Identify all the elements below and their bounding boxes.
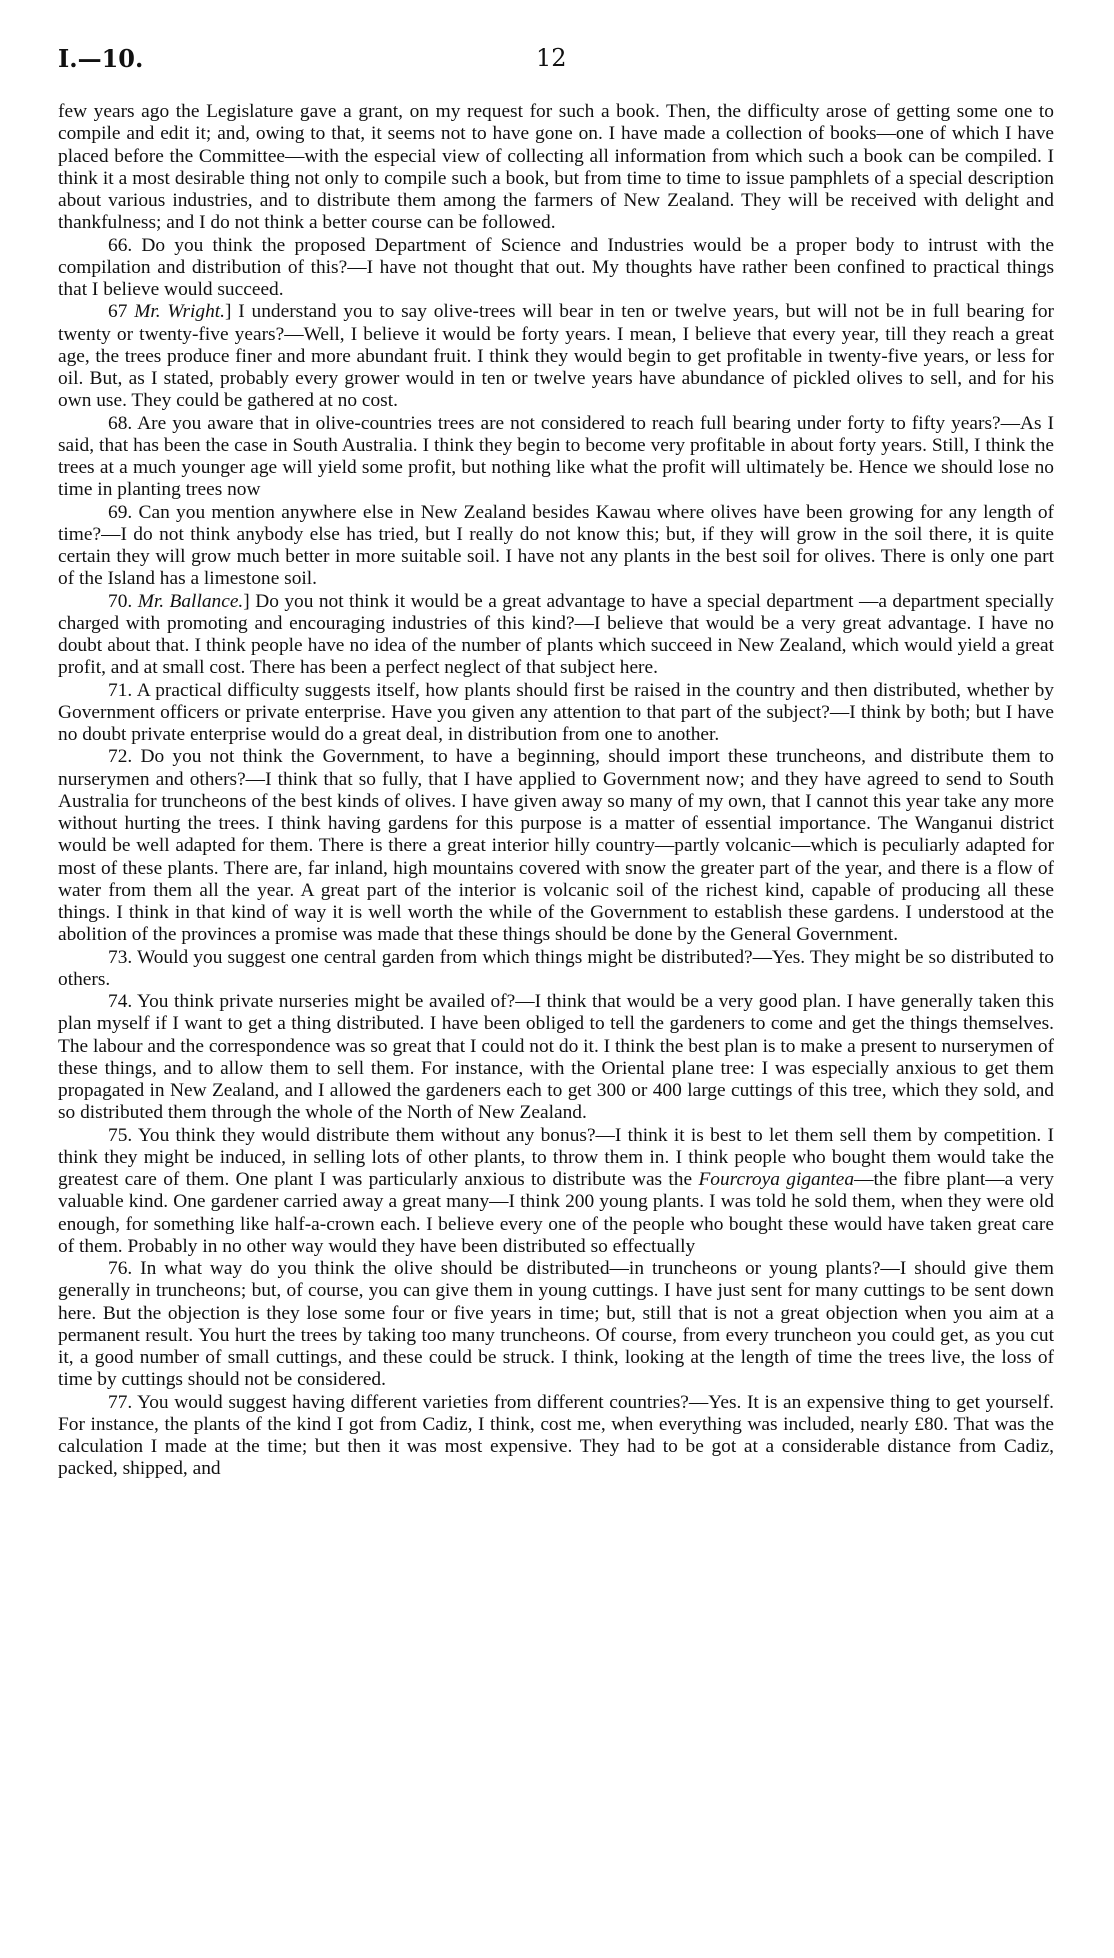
paragraph-text: 69. Can you mention anywhere else in New Zealand besides Kawau where olives have been growing for any length of time?—I do not think anybody else has tried, but I really do not know this; but, if they will grow in the soil there, it is quite certain they will grow much better in more suitable soil. I have not any plants in the best soil for olives. There is only one part of the Island has a limestone soil. <box>58 501 1054 590</box>
paragraph-text: 71. A practical difficulty suggests itself, how plants should first be raised in the country and then distributed, whether by Government officers or private enterprise. Have you given any attention to that part of the subject?—I think by both; but I have no doubt private enterprise would do a great deal, in distribution from one to another. <box>58 679 1054 745</box>
paragraph-text: 68. Are you aware that in olive-countries trees are not considered to reach full bearing under forty to fifty years?—As I said, that has been the case in South Australia. I think they begin to become very profitable in about forty years. Still, I think the trees at a much younger age will yield some profit, but nothing like what the profit will ultimately be. Hence we should lose no time in planting trees now <box>58 412 1054 501</box>
speaker-name: Mr. Ballance. <box>137 590 244 612</box>
document-id: I.—10. <box>58 44 144 73</box>
question-number: 70. <box>108 590 138 612</box>
paragraph-q68 <box>58 413 1054 502</box>
paragraph-q67 <box>58 301 1054 412</box>
paragraph-text: ] Do you not think it would be a great advantage to have a special department —a department specially charged with promoting and encouraging industries of this kind?—I believe that would be a very great advantage. I have no doubt about that. I think people have no idea of the number of plants which succeed in New Zealand, which would yield a great profit, and at small cost. There has been a perfect neglect of that subject here. <box>58 590 1055 679</box>
paragraph-text: few years ago the Legislature gave a grant, on my request for such a book. Then, the difficulty arose of getting some one to compile and edit it; and, owing to that, it seems not to have gone on. I have made a collection of books—one of which I have placed before the Committee—with the especial view of collecting all information from which such a book can be compiled. I think it a most desirable thing not only to compile such a book, but from time to time to issue pamphlets of a special description about various industries, and to distribute them among the farmers of New Zealand. They will be received with delight and thankfulness; and I do not think a better course can be followed. <box>58 101 1054 234</box>
body-text <box>58 101 1054 1481</box>
paragraph-q75 <box>58 1125 1054 1259</box>
paragraph-text: 74. You think private nurseries might be availed of?—I think that would be a very good plan. I have generally taken this plan myself if I want to get a thing distributed. I have been obliged to tell the gardeners to come and get the things themselves. The labour and the correspondence was so great that I could not do it. I think the best plan is to make a present to nurserymen of these things, and to allow them to sell them. For instance, with the Oriental plane tree: I was especially anxious to get them propagated in New Zealand, and I allowed the gardeners each to get 300 or 400 large cuttings of this tree, which they sold, and so distributed them through the whole of the North of New Zealand. <box>58 991 1054 1124</box>
paragraph-text: —the fibre plant—a very valuable kind. One gardener carried away a great many—I think 200 young plants. I was told he sold them, when they were old enough, for something like half-a-crown each. I believe every one of the people who bought these would have taken great care of them. Probably in no other way would they have been distributed so effectually <box>58 1169 1055 1257</box>
paragraph-text: ] I understand you to say olive-trees will bear in ten or twelve years, but will not be in full bearing for twenty or twenty-five years?—Well, I believe it would be forty years. I mean, I believe that every year, till they reach a great age, the trees produce finer and more abundant fruit. I think they would begin to get profitable in twenty-five years, or less for oil. But, as I stated, probably every grower would in ten or twelve years have abundance of pickled olives to sell, and for his own use. They could be gathered at no cost. <box>58 301 1054 412</box>
paragraph-text: 73. Would you suggest one central garden from which things might be distributed?—Yes. They might be so distributed to others. <box>58 946 1054 990</box>
paragraph-q76 <box>58 1258 1054 1392</box>
species-name: Fourcroya gigantea <box>698 1169 855 1190</box>
page-header <box>58 44 1058 84</box>
paragraph-q70 <box>58 591 1054 680</box>
paragraph-text: 66. Do you think the proposed Department of Science and Industries would be a proper body to intrust with the compilation and distribution of this?—I have not thought that out. My thoughts have rather been confined to practical things that I believe would succeed. <box>58 234 1054 300</box>
paragraph-q69 <box>58 502 1054 591</box>
page-number: 12 <box>536 44 567 72</box>
paragraph-text: 77. You would suggest having different varieties from different countries?—Yes. It is an expensive thing to get yourself. For instance, the plants of the kind I got from Cadiz, I think, cost me, when everything was included, nearly £80. That was the calculation I made at the time; but then it was most expensive. They had to be got at a considerable distance from Cadiz, packed, shipped, and <box>58 1391 1054 1480</box>
paragraph-q71 <box>58 680 1054 747</box>
paragraph-q74 <box>58 991 1054 1125</box>
paragraph-text: 75. You think they would distribute them without any bonus?—I think it is best to let them sell them by competition. I think they might be induced, in selling lots of other plants, to throw them in. I think people who bought them would take the greatest care of them. One plant I was particularly anxious to distribute was the <box>58 1124 1054 1190</box>
paragraph-q66 <box>58 235 1054 302</box>
paragraph-text: 72. Do you not think the Government, to have a beginning, should import these truncheons, and distribute them to nurserymen and others?—I think that so fully, that I have applied to Government now; and they have agreed to send to South Australia for truncheons of the best kinds of olives. I have given away so many of my own, that I cannot this year take any more without hurting the trees. I think having gardens for this purpose is a matter of essential importance. The Wanganui district would be well adapted for them. There is there a great interior hilly country—partly volcanic—which is peculiarly adapted for most of these plants. There are, far inland, high mountains covered with snow the greater part of the year, and there is a flow of water from them all the year. A great part of the interior is volcanic soil of the richest kind, capable of producing all these things. I think in that kind of way it is well worth the while of the Government to establish these gardens. I understood at the abolition of the provinces a promise was made that these things should be done by the General Government. <box>58 746 1054 946</box>
paragraph-continuation <box>58 101 1054 235</box>
paragraph-text: 76. In what way do you think the olive should be distributed—in truncheons or young plants?—I should give them generally in truncheons; but, of course, you can give them in young cuttings. I have just sent for many cuttings to be sent down here. But the objection is they lose some four or five years in time; but, still that is not a great objection when you aim at a permanent result. You hurt the trees by taking too many truncheons. Of course, from every truncheon you could get, as you cut it, a good number of small cuttings, and these could be struck. I think, looking at the length of time the trees live, the loss of time by cuttings should not be considered. <box>58 1258 1054 1391</box>
question-number: 67 <box>108 301 135 323</box>
paragraph-q73 <box>58 947 1054 992</box>
paragraph-q72 <box>58 746 1054 946</box>
paragraph-q77 <box>58 1392 1054 1481</box>
speaker-name: Mr. Wright. <box>134 301 226 323</box>
